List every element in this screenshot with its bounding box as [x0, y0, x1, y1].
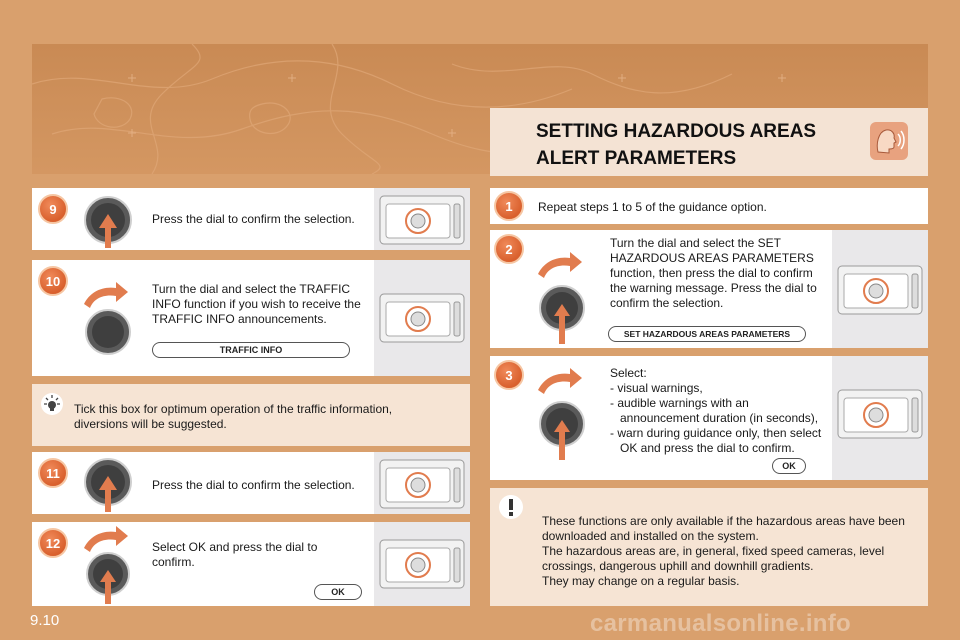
- lightbulb-tip-icon: [40, 392, 64, 416]
- radio-unit-image: [374, 260, 470, 376]
- step-10-text: Turn the dial and select the TRAFFIC INFO function if you wish to receive the TRAFFIC INFO announcements.: [152, 282, 361, 326]
- dial-turn-press-icon: [76, 526, 136, 606]
- step-11-text: Press the dial to confirm the selection.: [152, 478, 355, 492]
- step-12-text: Select OK and press the dial to confirm.: [152, 540, 318, 569]
- step-12-panel: [32, 522, 470, 606]
- radio-unit-image: [374, 522, 470, 606]
- step-1-badge: 1: [494, 191, 524, 221]
- step-9-panel: [32, 188, 470, 250]
- step-9-badge: 9: [38, 194, 68, 224]
- warning-text: [542, 514, 912, 589]
- warning-line-2: The hazardous areas are, in general, fixed speed cameras, level crossings, dangerous uphill and downhill gradients.: [542, 544, 885, 573]
- page-title: SETTING HAZARDOUS AREAS ALERT PARAMETERS: [536, 121, 817, 169]
- warning-panel: [490, 488, 928, 606]
- radio-unit-image: [374, 188, 470, 250]
- title-box: [490, 108, 928, 176]
- step-1-panel: [490, 188, 928, 224]
- step-2-panel: [490, 230, 928, 348]
- step-11-panel: [32, 452, 470, 514]
- radio-unit-image: [832, 230, 928, 348]
- step-1-text: Repeat steps 1 to 5 of the guidance option.: [538, 200, 767, 214]
- tip-panel: [32, 384, 470, 446]
- dial-turn-press-icon: [530, 248, 590, 348]
- option-audible-warnings: - audible warnings with an announcement duration (in seconds),: [610, 396, 819, 425]
- warning-exclamation-icon: [498, 494, 524, 520]
- radio-unit-image: [832, 356, 928, 480]
- option-guidance-only: - warn during guidance only, then select OK and press the dial to confirm.: [610, 426, 822, 455]
- dial-press-icon: [82, 456, 134, 514]
- step-10-panel: [32, 260, 470, 376]
- voice-speaking-icon: [870, 122, 908, 160]
- step-3-badge: 3: [494, 360, 524, 390]
- ok-button[interactable]: OK: [314, 584, 362, 600]
- step-12-badge: 12: [38, 528, 68, 558]
- step-3-options: [610, 381, 830, 456]
- step-10-badge: 10: [38, 266, 68, 296]
- radio-unit-image: [374, 452, 470, 514]
- step-3-intro: Select:: [610, 366, 647, 380]
- page-number: 9.10: [30, 612, 60, 629]
- step-2-text: Turn the dial and select the SET HAZARDOUS AREAS PARAMETERS function, then press the dial to confirm the warning message. Press the dial to confirm the selection.: [610, 236, 817, 310]
- step-11-badge: 11: [38, 458, 68, 488]
- option-visual-warnings: - visual warnings,: [610, 381, 703, 395]
- dial-press-icon: [82, 194, 134, 250]
- tip-text: Tick this box for optimum operation of the traffic information, diversions will be suggested.: [74, 402, 393, 431]
- step-2-badge: 2: [494, 234, 524, 264]
- dial-turn-press-icon: [530, 364, 590, 464]
- traffic-info-button[interactable]: TRAFFIC INFO: [152, 342, 350, 358]
- dial-turn-icon: [76, 278, 136, 356]
- warning-line-1: These functions are only available if the hazardous areas have been downloaded and installed on the system.: [542, 514, 905, 543]
- watermark: carmanualsonline.info: [590, 610, 852, 637]
- warning-line-3: They may change on a regular basis.: [542, 574, 740, 588]
- ok-button[interactable]: OK: [772, 458, 806, 474]
- step-3-panel: [490, 356, 928, 480]
- set-hazardous-areas-button[interactable]: SET HAZARDOUS AREAS PARAMETERS: [608, 326, 806, 342]
- step-3-text: [610, 366, 830, 456]
- step-9-text: Press the dial to confirm the selection.: [152, 212, 355, 226]
